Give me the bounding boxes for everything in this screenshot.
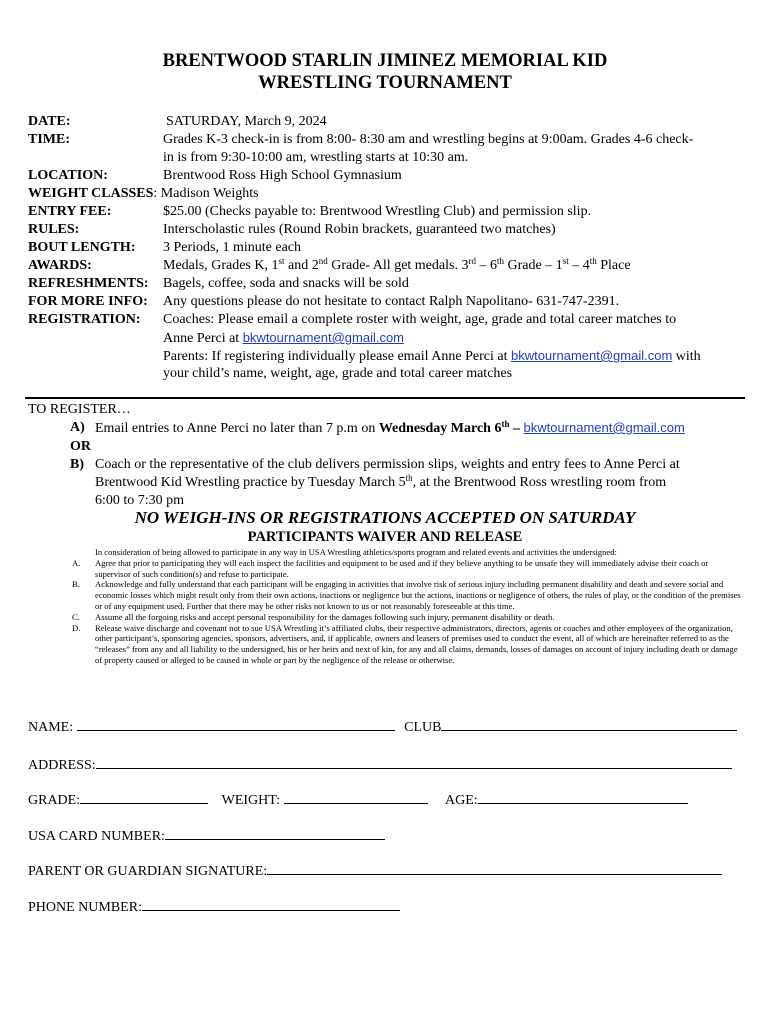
- time-row: [28, 131, 748, 149]
- age-field[interactable]: [478, 791, 688, 804]
- weight-label: WEIGHT CLASSES: [28, 186, 154, 201]
- email-link-3[interactable]: bkwtournament@gmail.com: [523, 420, 685, 435]
- registration-value-4: your child’s name, weight, age, grade and total career matches: [163, 366, 513, 381]
- time-row-2: [28, 149, 748, 167]
- usa-card-label: USA CARD NUMBER:: [28, 829, 165, 844]
- refresh-row: [28, 275, 748, 293]
- waiver-item: A. Agree that prior to participating they will each inspect the facilities and equipment to be used and if they believe anything to be unsafe they will immediately advise their coach or supervisor of such condition(s) and refuse to participate.: [72, 557, 709, 579]
- registration-value-3: Parents: If registering individually please email Anne Perci at: [163, 349, 511, 364]
- registration-value-2: Anne Perci at: [163, 331, 243, 346]
- usa-card-field[interactable]: [165, 827, 385, 840]
- email-link[interactable]: bkwtournament@gmail.com: [242, 330, 405, 345]
- register-option-b: B) Coach or the representative of the club delivers permission slips, weights and entry fees to Anne Perci at Brentwood Kid Wrestling practice by Tuesday March 5th, at the Brentwood Ross wrestling room from 6:00 to 7:30 pm: [70, 457, 680, 508]
- awards-label: AWARDS:: [28, 258, 92, 273]
- club-field[interactable]: [441, 718, 737, 731]
- time-label: TIME:: [28, 132, 70, 147]
- date-row: [28, 113, 748, 131]
- email-link-2[interactable]: bkwtournament@gmail.com: [510, 348, 673, 363]
- club-label: CLUB: [404, 720, 442, 735]
- name-label: NAME:: [28, 720, 74, 735]
- parent-signature-label: PARENT OR GUARDIAN SIGNATURE:: [28, 864, 268, 879]
- address-row: [28, 756, 732, 774]
- section-divider: [25, 397, 745, 399]
- weight-row: [28, 185, 748, 203]
- date-label: DATE:: [28, 114, 71, 129]
- time-value-2: in is from 9:30-10:00 am, wrestling starts at 10:30 am.: [163, 150, 469, 165]
- option-a-marker: A): [70, 420, 85, 435]
- age-label: AGE:: [445, 793, 478, 808]
- bout-label: BOUT LENGTH:: [28, 240, 136, 255]
- parent-signature-row: [28, 862, 722, 880]
- title-line-2: WRESTLING TOURNAMENT: [258, 73, 512, 93]
- refresh-value: Bagels, coffee, soda and snacks will be sold: [163, 276, 409, 291]
- name-field[interactable]: [77, 718, 395, 731]
- fee-row: [28, 203, 748, 221]
- phone-label: PHONE NUMBER:: [28, 900, 142, 915]
- more-info-row: [28, 293, 748, 311]
- grade-field[interactable]: [80, 791, 208, 804]
- waiver-intro: In consideration of being allowed to participate in any way in USA Wrestling athletics/sports program and related events and activities the undersigned:: [95, 547, 617, 557]
- register-option-a: A) Email entries to Anne Perci no later than 7 p.m on Wednesday March 6th – bkwtournament@gmail.com: [70, 419, 685, 436]
- title-line-1: BRENTWOOD STARLIN JIMINEZ MEMORIAL KID: [162, 51, 608, 71]
- bout-row: [28, 239, 748, 257]
- usa-card-row: [28, 827, 385, 845]
- registration-row-2: [28, 329, 748, 347]
- time-value-1: Grades K-3 check-in is from 8:00- 8:30 am and wrestling begins at 9:00am. Grades 4-6 check-: [163, 132, 694, 147]
- registration-label: REGISTRATION:: [28, 312, 141, 327]
- grade-label: GRADE:: [28, 793, 81, 808]
- waiver-item: C. Assume all the forgoing risks and accept personal responsibility for the damages following such injury, permanent disability or death.: [72, 611, 555, 622]
- registration-row: [28, 311, 748, 329]
- no-weigh-ins-banner: NO WEIGH-INS OR REGISTRATIONS ACCEPTED ON SATURDAY: [134, 508, 636, 527]
- register-section: [28, 401, 748, 510]
- page-title: [0, 50, 770, 94]
- waiver-item: D. Release waive discharge and covenant not to sue USA Wrestling it’s affiliated clubs, their respective administrators, directors, agents or coaches and other employees of the organization, other participant’s, sponsoring agencies, sponsors, advertisers, and, if applicable, owners and leasers of premises used to conduct the event, all of which are hereinafter referred to as the “releases” from any and all liability to the undersigned, his or her heirs and next of kin, for any and all claims, demands, losses of damages on account of injury including death or damage of property caused or alleged to be caused in whole or part by the negligence of the release or otherwise.: [72, 622, 738, 665]
- weight-field[interactable]: [284, 791, 428, 804]
- phone-field[interactable]: [142, 898, 400, 911]
- refresh-label: REFRESHMENTS:: [28, 276, 149, 291]
- address-label: ADDRESS:: [28, 758, 96, 773]
- location-row: [28, 167, 748, 185]
- parent-signature-field[interactable]: [267, 862, 722, 875]
- location-value: Brentwood Ross High School Gymnasium: [163, 168, 402, 183]
- deadline-date: Wednesday March 6th –: [378, 419, 524, 436]
- registration-row-3: Parents: If registering individually please email Anne Perci at bkwtournament@gmail.com with: [163, 348, 701, 364]
- register-heading: TO REGISTER…: [28, 402, 131, 417]
- registration-row-4: [28, 365, 748, 383]
- rules-row: [28, 221, 748, 239]
- rules-value: Interscholastic rules (Round Robin brackets, guaranteed two matches): [163, 222, 556, 237]
- waiver-title: PARTICIPANTS WAIVER AND RELEASE: [247, 529, 523, 545]
- awards-value: Medals, Grades K, 1st and 2nd Grade- All get medals. 3rd – 6th Grade – 1st – 4th Place: [163, 256, 631, 273]
- address-field[interactable]: [96, 756, 732, 769]
- waiver-item: B. Acknowledge and fully understand that each participant will be engaging in activities that involve risk of serious injury including permanent disability and death and severe social and economic losses which might result only from their own actions, inactions or negligence but the actions, inactions or negligence of others, the rules of play, or the condition of the premises or of any equipment used. Further that there may be other risks not known to us or not reasonably foreseeable at this time.: [72, 579, 741, 611]
- option-b-marker: B): [70, 457, 84, 472]
- registration-value-1: Coaches: Please email a complete roster with weight, age, grade and total career matches to: [163, 312, 677, 327]
- bout-value: 3 Periods, 1 minute each: [163, 240, 302, 255]
- register-or: OR: [70, 439, 91, 454]
- awards-row: [28, 257, 748, 275]
- name-club-row: [28, 718, 737, 736]
- rules-label: RULES:: [28, 222, 80, 237]
- waiver-text: [72, 547, 744, 666]
- more-info-value: Any questions please do not hesitate to contact Ralph Napolitano- 631-747-2391.: [163, 294, 620, 309]
- grade-weight-age-row: [28, 791, 688, 809]
- weight-field-label: WEIGHT:: [221, 793, 281, 808]
- event-info: [28, 113, 748, 383]
- phone-row: [28, 898, 400, 916]
- weight-value: : Madison Weights: [153, 186, 259, 201]
- more-info-label: FOR MORE INFO:: [28, 294, 148, 309]
- fee-value: $25.00 (Checks payable to: Brentwood Wrestling Club) and permission slip.: [163, 204, 592, 219]
- fee-label: ENTRY FEE:: [28, 204, 112, 219]
- location-label: LOCATION:: [28, 168, 108, 183]
- date-value: SATURDAY, March 9, 2024: [166, 114, 327, 129]
